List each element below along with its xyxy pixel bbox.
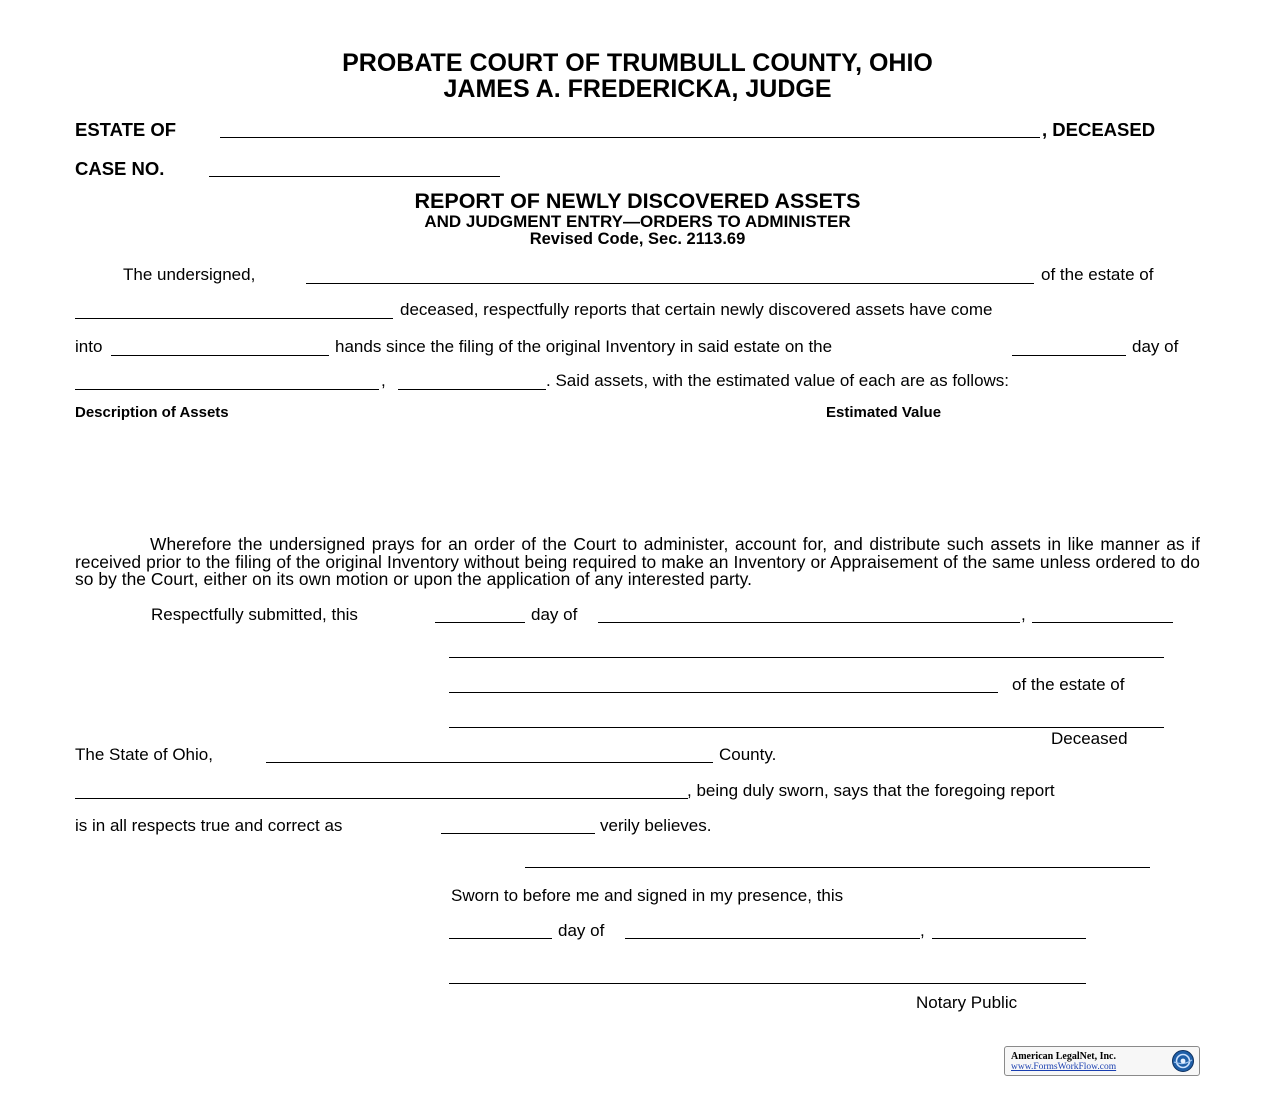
inventory-month-field[interactable] xyxy=(75,389,379,390)
report-title: REPORT OF NEWLY DISCOVERED ASSETS xyxy=(414,189,861,213)
decedent-signature-line[interactable] xyxy=(449,727,1164,728)
submitted-month-field[interactable] xyxy=(598,622,1020,623)
duly-sworn-text: , being duly sworn, says that the foregoing report xyxy=(687,781,1055,800)
sworn-text: Sworn to before me and signed in my presence, this xyxy=(451,886,844,905)
said-assets-text: . Said assets, with the estimated value of each are as follows: xyxy=(546,371,1010,390)
inventory-day-field[interactable] xyxy=(1012,355,1126,356)
fiduciary-title-line[interactable] xyxy=(449,692,998,693)
state-of-ohio-label: The State of Ohio, xyxy=(75,745,213,764)
affiant-pronoun-field[interactable] xyxy=(441,833,595,834)
globe-icon xyxy=(1171,1049,1195,1073)
description-of-assets-header: Description of Assets xyxy=(75,404,229,421)
prayer-paragraph xyxy=(75,536,1200,589)
day-of-label: day of xyxy=(1132,337,1179,356)
possessor-field[interactable] xyxy=(111,355,329,356)
notary-signature-line[interactable] xyxy=(449,983,1086,984)
into-label: into xyxy=(75,337,103,356)
assets-entry-area[interactable] xyxy=(75,425,1200,530)
case-number-field[interactable] xyxy=(209,176,500,177)
prayer-text: Wherefore the undersigned prays for an order of the Court to administer, account for, and distribute such assets in like manner as if received prior to the filing of the original Inventory without being required to make an Inventory or Appraisement of the same unless ordered to do so by the Court, either on its own motion or upon the application of any interested party. xyxy=(75,534,1200,590)
submitted-comma: , xyxy=(1021,605,1026,624)
of-estate-of-label: of the estate of xyxy=(1041,265,1154,284)
decedent-name-field[interactable] xyxy=(75,318,393,319)
submitted-year-field[interactable] xyxy=(1032,622,1173,623)
revised-code: Revised Code, Sec. 2113.69 xyxy=(529,230,746,248)
deceased-reports-text: deceased, respectfully reports that certain newly discovered assets have come xyxy=(400,300,993,319)
american-legalnet-logo xyxy=(1004,1046,1200,1076)
signature-deceased-label: Deceased xyxy=(1051,729,1128,748)
report-subtitle: AND JUDGMENT ENTRY—ORDERS TO ADMINISTER xyxy=(424,212,851,231)
notary-day-field[interactable] xyxy=(449,938,552,939)
inventory-year-field[interactable] xyxy=(398,389,546,390)
submitted-day-field[interactable] xyxy=(435,622,525,623)
notary-year-field[interactable] xyxy=(932,938,1086,939)
judge-heading: JAMES A. FREDERICKA, JUDGE xyxy=(443,75,832,103)
deceased-label: , DECEASED xyxy=(1042,119,1156,140)
signature-of-estate-label: of the estate of xyxy=(1012,675,1125,694)
notary-day-of-label: day of xyxy=(558,921,605,940)
fiduciary-name-field[interactable] xyxy=(306,283,1034,284)
signature-line-1[interactable] xyxy=(449,657,1164,658)
estate-name-field[interactable] xyxy=(220,137,1040,138)
notary-month-field[interactable] xyxy=(625,938,920,939)
case-no-label: CASE NO. xyxy=(75,158,165,179)
estimated-value-header: Estimated Value xyxy=(826,404,942,421)
notary-public-label: Notary Public xyxy=(916,993,1018,1012)
estate-of-label: ESTATE OF xyxy=(75,119,177,140)
submitted-label: Respectfully submitted, this xyxy=(151,605,358,624)
affiant-signature-line[interactable] xyxy=(525,867,1150,868)
logo-website-link[interactable]: www.FormsWorkFlow.com xyxy=(1011,1062,1117,1072)
notary-comma: , xyxy=(920,921,925,940)
county-label: County. xyxy=(719,745,777,764)
court-heading: PROBATE COURT OF TRUMBULL COUNTY, OHIO xyxy=(342,49,933,77)
affiant-name-field[interactable] xyxy=(75,798,688,799)
hands-since-text: hands since the filing of the original Inventory in said estate on the xyxy=(335,337,833,356)
undersigned-label: The undersigned, xyxy=(123,265,256,284)
verily-believes-text: verily believes. xyxy=(600,816,712,835)
county-field[interactable] xyxy=(266,762,713,763)
comma-separator: , xyxy=(381,371,386,390)
logo-company-name: American LegalNet, Inc. xyxy=(1011,1051,1116,1062)
true-correct-text: is in all respects true and correct as xyxy=(75,816,343,835)
submitted-day-of-label: day of xyxy=(531,605,578,624)
